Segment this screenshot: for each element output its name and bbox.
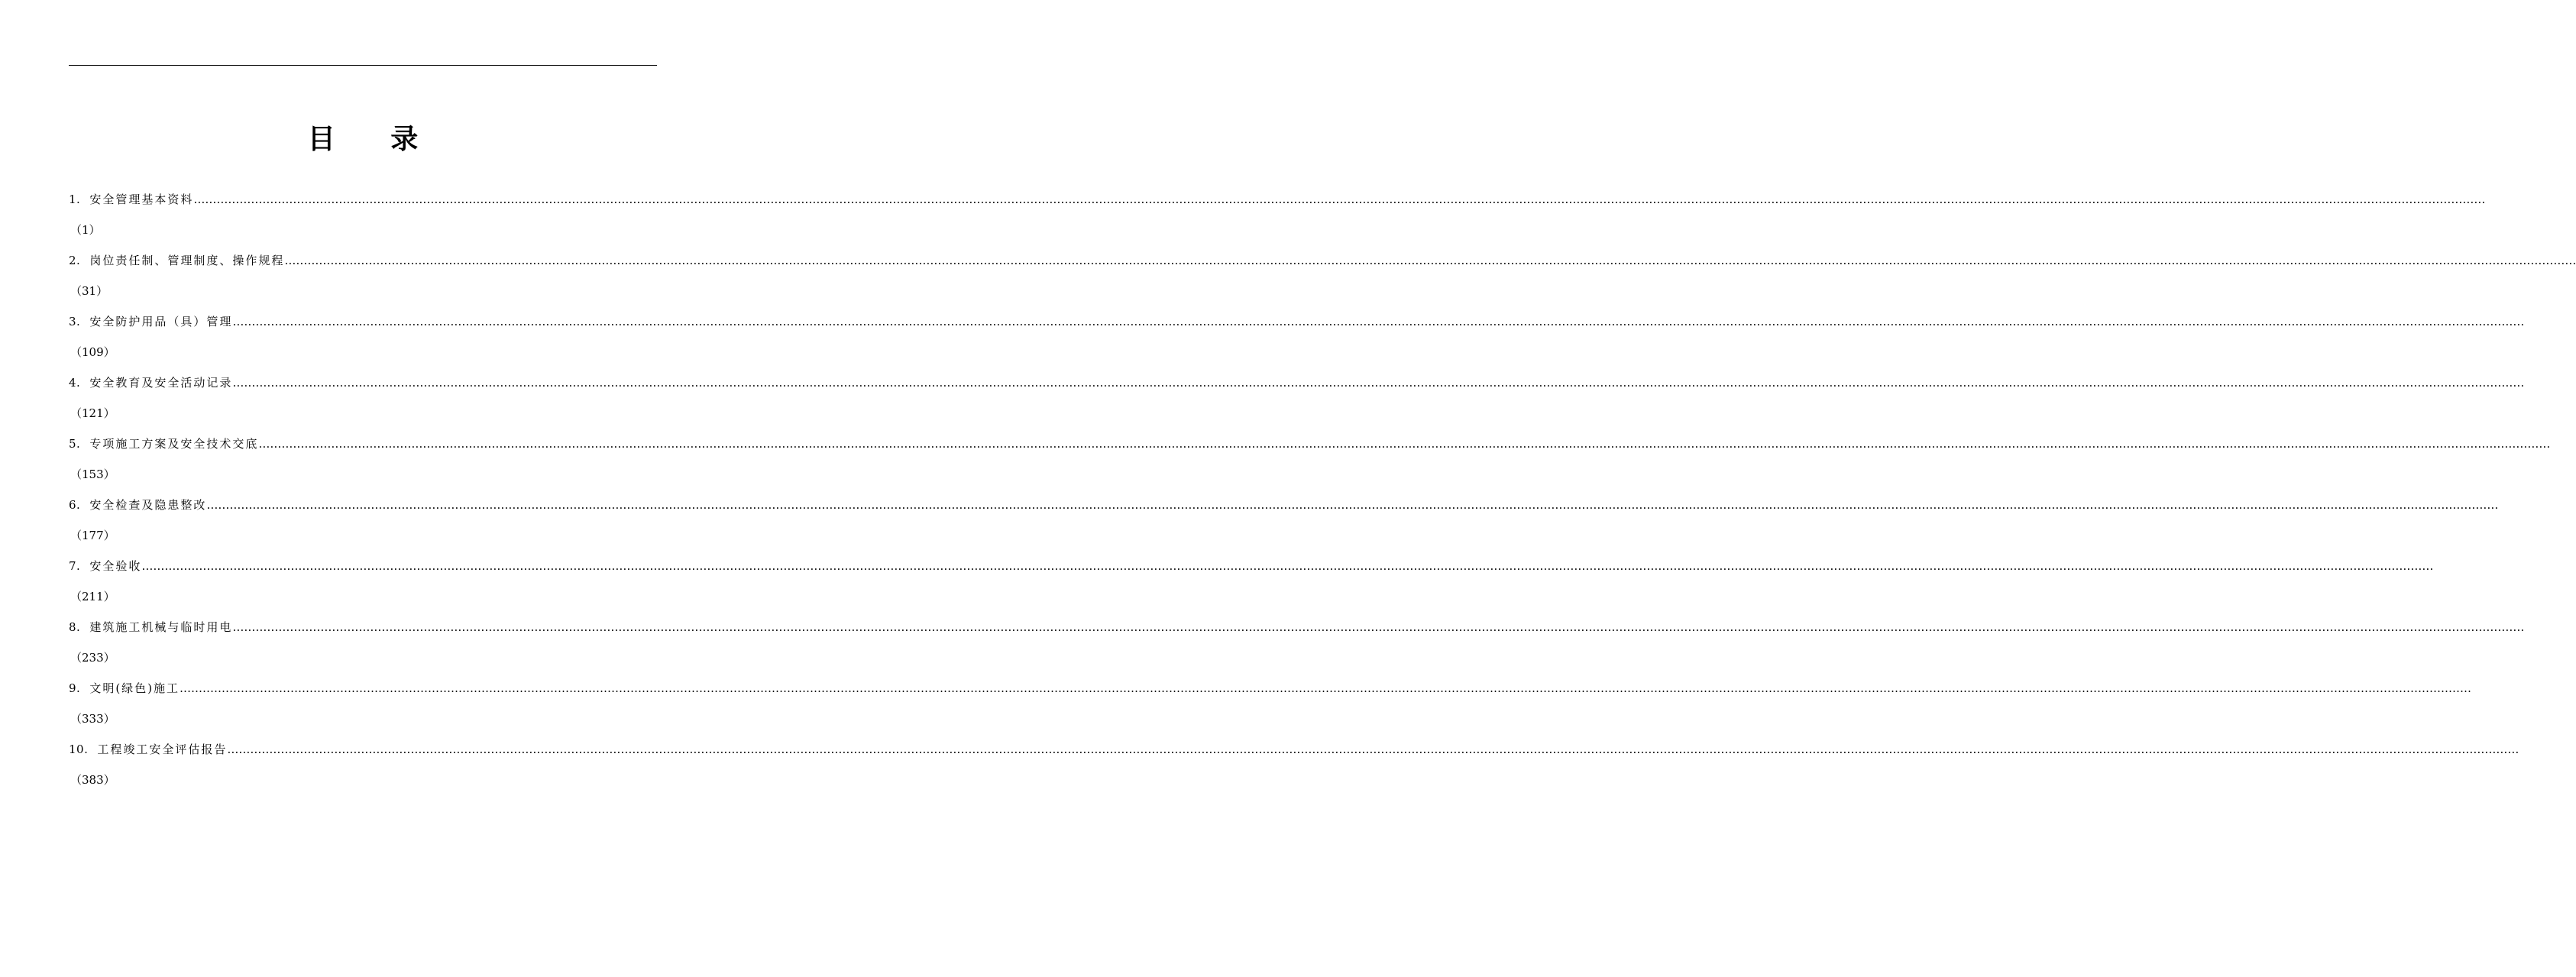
- toc-label: 安全防护用品（具）管理: [89, 315, 233, 328]
- toc-entry-line: [69, 310, 2525, 341]
- toc-page-number: （333）: [70, 712, 115, 726]
- toc-page-number: （383）: [70, 773, 115, 787]
- toc-item[interactable]: [69, 555, 2434, 616]
- page-title: 目 录: [307, 123, 442, 155]
- toc-page-number: （31）: [70, 284, 108, 298]
- toc-entry-line: [69, 738, 2519, 768]
- toc-label: 专项施工方案及安全技术交底: [89, 437, 259, 451]
- toc-label: 安全检查及隐患整改: [89, 498, 207, 512]
- toc-page-number: （153）: [70, 467, 115, 481]
- toc-item[interactable]: [69, 249, 2576, 310]
- toc-item[interactable]: [69, 188, 2486, 249]
- toc-number: 9.: [69, 681, 81, 695]
- toc-dot-leader: ……………………………………………………………………………………………………………………………………………………………………………………………………………………………………………………………………………………………………………………………………………………………………………………………………………………………………………………………………………………………………………………………………………………: [232, 376, 2525, 390]
- toc-number: 2.: [69, 254, 81, 267]
- toc-number: 6.: [69, 498, 81, 512]
- toc-number: 10.: [69, 742, 89, 756]
- toc-item[interactable]: [69, 371, 2525, 432]
- toc-page-number: （211）: [70, 590, 115, 603]
- toc-label: 岗位责任制、管理制度、操作规程: [89, 254, 285, 267]
- table-of-contents: [69, 188, 2576, 799]
- toc-page-number: （177）: [70, 529, 115, 542]
- toc-label: 安全验收: [89, 559, 142, 573]
- toc-entry-line: [69, 616, 2525, 646]
- toc-label: 文明(绿色)施工: [89, 681, 180, 695]
- toc-page-number: （233）: [70, 651, 115, 665]
- toc-item[interactable]: [69, 616, 2525, 677]
- toc-number: 8.: [69, 620, 81, 634]
- toc-label: 工程竣工安全评估报告: [97, 742, 228, 756]
- toc-item[interactable]: [69, 310, 2525, 371]
- toc-entry-line: [69, 188, 2486, 218]
- toc-dot-leader: ……………………………………………………………………………………………………………………………………………………………………………………………………………………………………………………………………………………………………………………………………………………………………………………………………………………………………………………………………………………………………………………………………………………: [284, 254, 2576, 267]
- toc-number: 4.: [69, 376, 81, 390]
- toc-entry-line: [69, 555, 2434, 585]
- toc-number: 5.: [69, 437, 81, 451]
- toc-dot-leader: ……………………………………………………………………………………………………………………………………………………………………………………………………………………………………………………………………………………………………………………………………………………………………………………………………………………………………………………………………………………………………………………………………………………: [232, 620, 2525, 634]
- toc-number: 3.: [69, 315, 81, 328]
- toc-page-number: （121）: [70, 406, 115, 420]
- toc-page-number: （109）: [70, 345, 115, 359]
- toc-number: 1.: [69, 192, 81, 206]
- toc-entry-line: [69, 371, 2525, 402]
- toc-dot-leader: ……………………………………………………………………………………………………………………………………………………………………………………………………………………………………………………………………………………………………………………………………………………………………………………………………………………………………………………………………………………………………………………………………………………: [206, 498, 2499, 512]
- toc-dot-leader: ……………………………………………………………………………………………………………………………………………………………………………………………………………………………………………………………………………………………………………………………………………………………………………………………………………………………………………………………………………………………………………………………………………………: [141, 559, 2434, 573]
- header-rule: [69, 65, 657, 66]
- toc-dot-leader: ……………………………………………………………………………………………………………………………………………………………………………………………………………………………………………………………………………………………………………………………………………………………………………………………………………………………………………………………………………………………………………………………………………………: [193, 192, 2486, 206]
- toc-item[interactable]: [69, 677, 2472, 738]
- toc-label: 建筑施工机械与临时用电: [89, 620, 233, 634]
- toc-entry-line: [69, 493, 2499, 524]
- toc-label: 安全教育及安全活动记录: [89, 376, 233, 390]
- toc-entry-line: [69, 677, 2472, 707]
- toc-item[interactable]: [69, 432, 2551, 493]
- toc-dot-leader: ……………………………………………………………………………………………………………………………………………………………………………………………………………………………………………………………………………………………………………………………………………………………………………………………………………………………………………………………………………………………………………………………………………………: [227, 742, 2519, 756]
- toc-item[interactable]: [69, 493, 2499, 555]
- toc-number: 7.: [69, 559, 81, 573]
- toc-label: 安全管理基本资料: [89, 192, 194, 206]
- toc-entry-line: [69, 249, 2576, 280]
- toc-dot-leader: ……………………………………………………………………………………………………………………………………………………………………………………………………………………………………………………………………………………………………………………………………………………………………………………………………………………………………………………………………………………………………………………………………………………: [258, 437, 2551, 451]
- toc-page-number: （1）: [70, 223, 101, 237]
- toc-item[interactable]: [69, 738, 2519, 799]
- toc-dot-leader: ……………………………………………………………………………………………………………………………………………………………………………………………………………………………………………………………………………………………………………………………………………………………………………………………………………………………………………………………………………………………………………………………………………………: [232, 315, 2525, 328]
- toc-entry-line: [69, 432, 2551, 463]
- toc-dot-leader: ……………………………………………………………………………………………………………………………………………………………………………………………………………………………………………………………………………………………………………………………………………………………………………………………………………………………………………………………………………………………………………………………………………………: [180, 681, 2472, 695]
